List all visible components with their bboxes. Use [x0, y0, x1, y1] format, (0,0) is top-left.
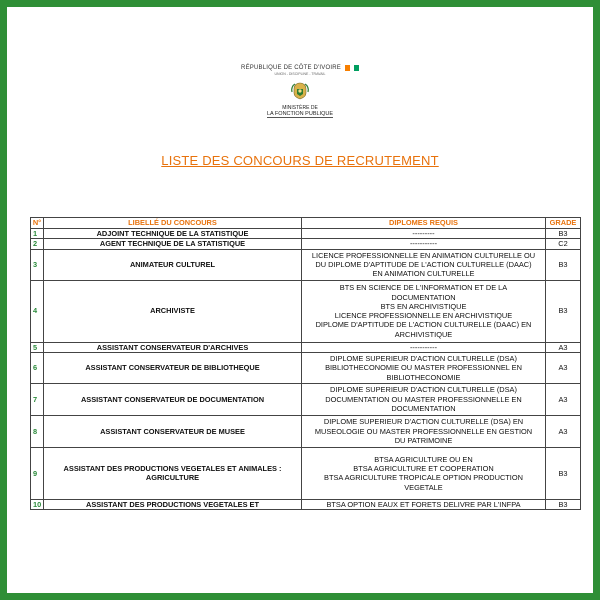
- row-number: 2: [31, 239, 44, 249]
- row-number: 9: [31, 447, 44, 499]
- row-grade: C2: [546, 239, 581, 249]
- row-number: 6: [31, 352, 44, 383]
- row-diplomes: BTSA OPTION EAUX ET FORETS DELIVRE PAR L'INFPA: [302, 499, 546, 509]
- row-number: 1: [31, 229, 44, 239]
- table-row: [31, 447, 581, 499]
- row-diplomes: -----------: [302, 342, 546, 352]
- row-libelle: AGENT TECHNIQUE DE LA STATISTIQUE: [44, 239, 302, 249]
- table-row: [31, 239, 581, 249]
- header-libelle: LIBELLÉ DU CONCOURS: [44, 218, 302, 229]
- row-grade: B3: [546, 447, 581, 499]
- flag-icon: [345, 65, 359, 71]
- row-diplomes: BTSA AGRICULTURE OU EN BTSA AGRICULTURE ET COOPERATION BTSA AGRICULTURE TROPICALE OPTION PRODUCTION VEGETALE: [302, 447, 546, 499]
- row-libelle: ASSISTANT DES PRODUCTIONS VEGETALES ET: [44, 499, 302, 509]
- header: [7, 65, 593, 118]
- table-header-row: [31, 218, 581, 229]
- national-motto: UNION - DISCIPLINE - TRAVAIL: [274, 72, 326, 76]
- table-row: [31, 499, 581, 509]
- table-row: [31, 352, 581, 383]
- ministry-name: MINISTÈRE DE LA FONCTION PUBLIQUE: [266, 105, 333, 117]
- row-libelle: ARCHIVISTE: [44, 280, 302, 342]
- row-diplomes: BTS EN SCIENCE DE L'INFORMATION ET DE LA DOCUMENTATION BTS EN ARCHIVISTIQUE LICENCE PROFESSIONNELLE EN ARCHIVISTIQUE DIPLOME D'APTITUDE DE L'ACTION CULTURELLE (DAAC) EN ARCHIVISTIQUE: [302, 280, 546, 342]
- page-title: LISTE DES CONCOURS DE RECRUTEMENT: [161, 153, 439, 168]
- table-row: [31, 229, 581, 239]
- row-diplomes: ---------: [302, 229, 546, 239]
- row-libelle: ASSISTANT CONSERVATEUR DE DOCUMENTATION: [44, 383, 302, 415]
- table-row: [31, 280, 581, 342]
- row-number: 3: [31, 249, 44, 280]
- row-libelle: ANIMATEUR CULTUREL: [44, 249, 302, 280]
- row-libelle: ASSISTANT CONSERVATEUR D'ARCHIVES: [44, 342, 302, 352]
- header-diplomes: DIPLOMES REQUIS: [302, 218, 546, 229]
- row-number: 7: [31, 383, 44, 415]
- coat-of-arms-icon: [289, 80, 311, 102]
- concours-table: [30, 217, 581, 510]
- table-row: [31, 415, 581, 447]
- header-num: N°: [31, 218, 44, 229]
- document-page: [7, 7, 593, 593]
- row-diplomes: DIPLOME SUPERIEUR D'ACTION CULTURELLE (DSA) EN MUSEOLOGIE OU MASTER PROFESSIONNELLE EN GESTION DU PATRIMOINE: [302, 415, 546, 447]
- row-diplomes: -----------: [302, 239, 546, 249]
- row-grade: A3: [546, 415, 581, 447]
- row-grade: B3: [546, 280, 581, 342]
- row-grade: A3: [546, 352, 581, 383]
- row-number: 8: [31, 415, 44, 447]
- row-grade: B3: [546, 249, 581, 280]
- row-diplomes: LICENCE PROFESSIONNELLE EN ANIMATION CULTURELLE OU DU DIPLOME D'APTITUDE DE L'ACTION CULTURELLE (DAAC) EN ANIMATION CULTURELLE: [302, 249, 546, 280]
- row-diplomes: DIPLOME SUPERIEUR D'ACTION CULTURELLE (DSA) DOCUMENTATION OU MASTER PROFESSIONNELLE EN DOCUMENTATION: [302, 383, 546, 415]
- republic-name: RÉPUBLIQUE DE CÔTE D'IVOIRE: [241, 65, 341, 71]
- row-grade: B3: [546, 499, 581, 509]
- table-row: [31, 383, 581, 415]
- table-row: [31, 342, 581, 352]
- row-number: 5: [31, 342, 44, 352]
- row-libelle: ASSISTANT CONSERVATEUR DE BIBLIOTHEQUE: [44, 352, 302, 383]
- row-number: 10: [31, 499, 44, 509]
- row-number: 4: [31, 280, 44, 342]
- header-grade: GRADE: [546, 218, 581, 229]
- table-row: [31, 249, 581, 280]
- row-libelle: ADJOINT TECHNIQUE DE LA STATISTIQUE: [44, 229, 302, 239]
- row-libelle: ASSISTANT DES PRODUCTIONS VEGETALES ET ANIMALES : AGRICULTURE: [44, 447, 302, 499]
- row-grade: A3: [546, 342, 581, 352]
- row-libelle: ASSISTANT CONSERVATEUR DE MUSEE: [44, 415, 302, 447]
- row-grade: B3: [546, 229, 581, 239]
- row-grade: A3: [546, 383, 581, 415]
- row-diplomes: DIPLOME SUPERIEUR D'ACTION CULTURELLE (DSA) BIBLIOTHECONOMIE OU MASTER PROFESSIONNEL EN BIBLIOTHECONOMIE: [302, 352, 546, 383]
